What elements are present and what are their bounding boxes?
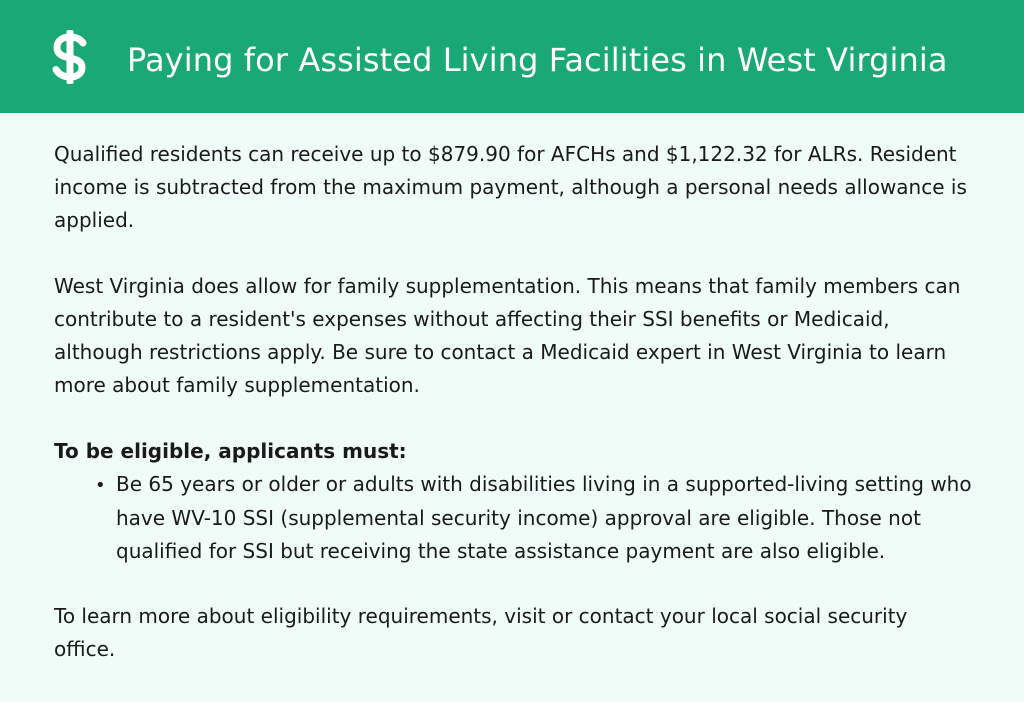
eligibility-heading: To be eligible, applicants must: — [54, 439, 407, 463]
list-item-text: Be 65 years or older or adults with disabilities living in a supported-living setting who have WV-10 SSI (supplemental security income) approval are eligible. Those not qualified for SSI but receiving the state assistance payment are also eligible. — [116, 472, 972, 563]
list-item — [95, 468, 974, 568]
dollar-icon — [50, 28, 90, 86]
card-header — [0, 0, 1024, 113]
eligibility-list — [74, 468, 974, 568]
page-title: Paying for Assisted Living Facilities in West Virginia — [127, 41, 948, 79]
payment-paragraph: Qualified residents can receive up to $879.90 for AFCHs and $1,122.32 for ALRs. Resident income is subtracted from the maximum payment, although a personal needs allowance is applied. — [54, 142, 967, 232]
bullet-icon: • — [95, 475, 106, 496]
closing-paragraph: To learn more about eligibility requirements, visit or contact your local social security office. — [54, 604, 908, 661]
family-supplementation-paragraph: West Virginia does allow for family supplementation. This means that family members can contribute to a resident's expenses without affecting their SSI benefits or Medicaid, although restrictions apply. Be sure to contact a Medicaid expert in West Virginia to learn more about family supplementation. — [54, 274, 961, 397]
